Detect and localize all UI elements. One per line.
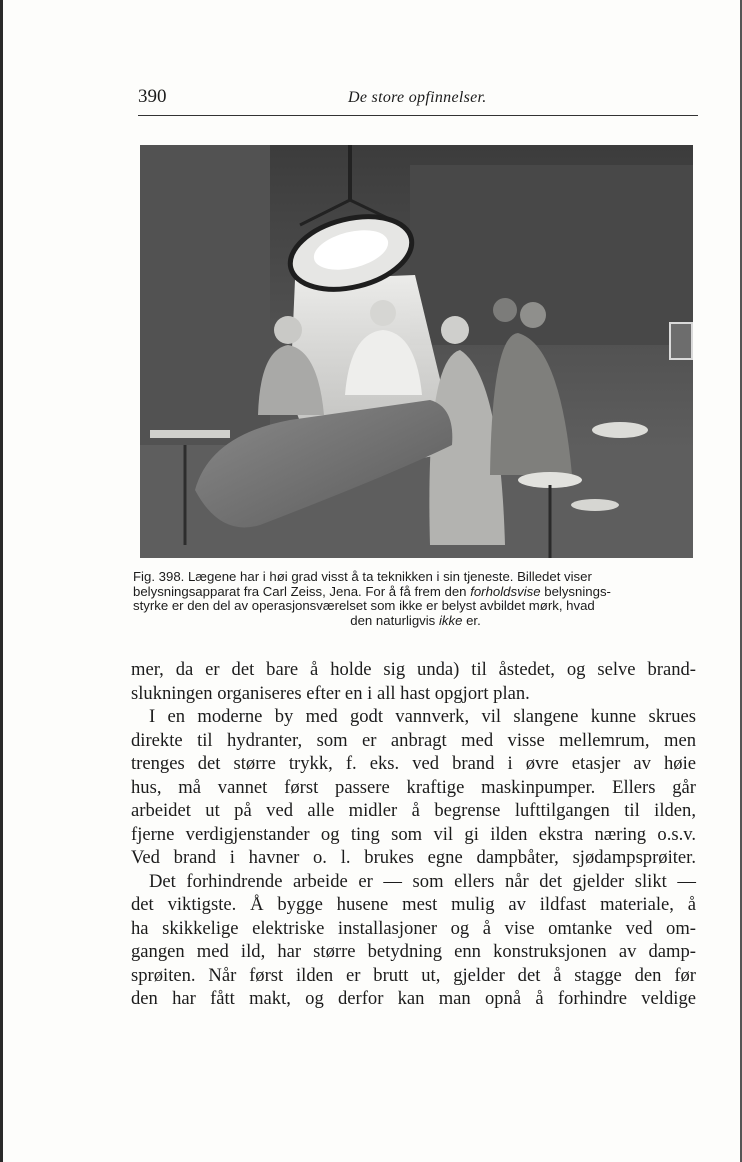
body-text <box>131 658 696 1011</box>
body-line: mer, da er det bare å holde sig unda) til åstedet, og selve brand- <box>131 659 696 680</box>
figure-caption <box>133 570 698 628</box>
caption-line-2-text: belysningsapparat fra Carl Zeiss, Jena. For å få frem den <box>133 583 467 599</box>
body-line: det viktigste. Å bygge husene mest mulig av ildfast materiale, å <box>131 894 696 915</box>
caption-line-4 <box>133 614 698 629</box>
running-title: De store opfinnelser. <box>348 89 487 106</box>
body-line: trenges det større trykk, f. eks. ved brand i øvre etasjer av høie <box>131 753 696 774</box>
illustration-svg <box>140 145 693 558</box>
body-line: sprøiten. Når først ilden er brutt ut, gjelder det å stagge den før <box>131 964 696 986</box>
instrument-tray <box>150 430 230 438</box>
header-rule <box>138 115 698 116</box>
caption-italic-forholdsvise: forholdsvise <box>470 583 541 599</box>
scan-edge-left <box>0 0 3 1162</box>
wash-basin <box>592 422 648 438</box>
caption-line-2 <box>133 585 698 600</box>
body-line: ha skikkelige elektriske installasjoner og å vise omtanke ved om- <box>131 917 696 939</box>
body-line: I en moderne by med godt vannverk, vil slangene kunne skrues <box>149 706 696 727</box>
wall-panel-left <box>140 145 270 445</box>
caption-line-4-end: er. <box>466 612 481 628</box>
body-line: Ved brand i havner o. l. brukes egne dampbåter, sjødampsprøiter. <box>131 847 696 868</box>
caption-line-2-end: belysnings- <box>544 583 611 599</box>
body-line: arbeidet ut på ved alle midler å begrense lufttilgangen til ilden, <box>131 800 696 821</box>
body-line: slukningen organiseres efter en i all hast opgjort plan. <box>131 682 530 704</box>
caption-line-3: styrke er den del av operasjonsværelset som ikke er belyst avbildet mørk, hvad <box>133 598 595 613</box>
caption-line-1: Fig. 398. Lægene har i høi grad visst å ta teknikken i sin tjeneste. Billedet viser <box>133 569 592 584</box>
page-number: 390 <box>138 86 167 107</box>
body-line: gangen med ild, har større betydning enn konstruksjonen av damp- <box>131 941 696 962</box>
caption-italic-ikke: ikke <box>438 612 463 628</box>
caption-line-4-start: den naturligvis <box>350 612 436 628</box>
body-line: den har fått makt, og derfor kan man opnå å forhindre veldige <box>131 988 696 1009</box>
small-basin <box>571 499 619 511</box>
body-line: direkte til hydranter, som er anbragt med visse mellemrum, men <box>131 729 696 751</box>
wall-frame <box>670 323 692 359</box>
body-line: hus, må vannet først passere kraftige maskinpumper. Ellers går <box>131 776 696 798</box>
operating-room-illustration <box>140 145 693 558</box>
body-line: fjerne verdigjenstander og ting som vil gi ilden ekstra næring o.s.v. <box>131 823 696 845</box>
page-header <box>138 86 698 112</box>
body-line: Det forhindrende arbeide er — som ellers når det gjelder slikt — <box>149 870 696 892</box>
